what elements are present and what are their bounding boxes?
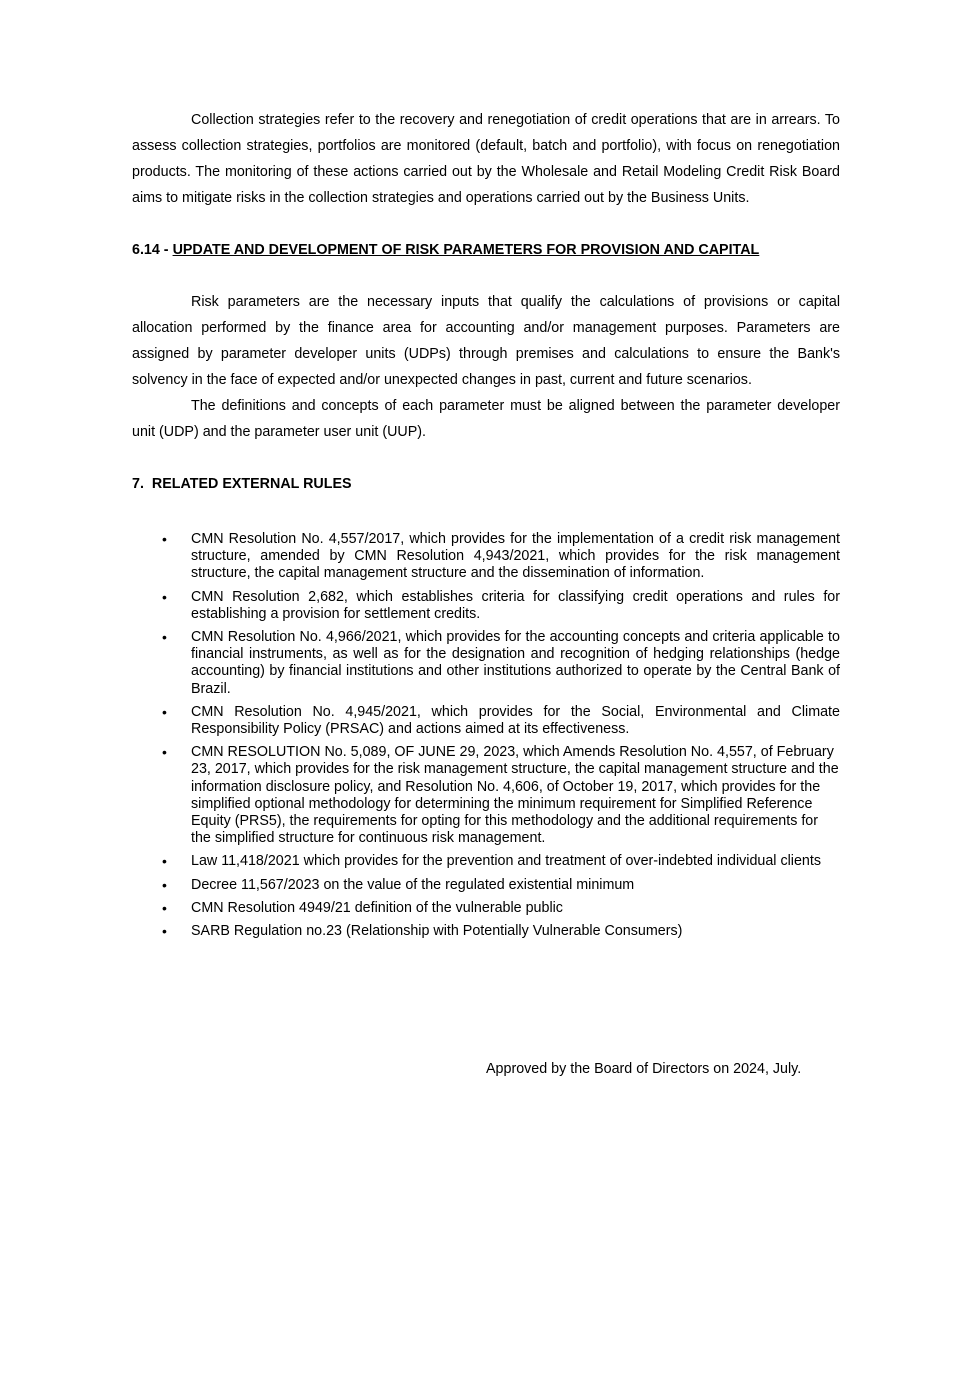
bullet-icon: •	[162, 744, 167, 761]
section-6-14-number: 6.14 -	[132, 242, 169, 258]
bullet-icon: •	[162, 899, 167, 916]
parameter-definitions-paragraph: The definitions and concepts of each parameter must be aligned between the parameter developer unit (UDP) and the parameter user unit (UUP).	[132, 398, 840, 440]
external-rules-list	[132, 531, 840, 940]
bullet-icon: •	[162, 853, 167, 870]
section-6-14-title: UPDATE AND DEVELOPMENT OF RISK PARAMETERS FOR PROVISION AND CAPITAL	[172, 242, 760, 258]
approval-statement: Approved by the Board of Directors on 2024, July.	[486, 1061, 802, 1077]
list-item-text: Law 11,418/2021 which provides for the prevention and treatment of over-indebted individual clients	[191, 853, 821, 870]
bullet-icon: •	[162, 923, 167, 940]
list-item	[132, 900, 840, 917]
list-item	[132, 923, 840, 940]
bullet-icon: •	[162, 629, 167, 646]
list-item-text: CMN Resolution No. 4,966/2021, which provides for the accounting concepts and criteria applicable to financial instruments, as well as for the designation and recognition of hedging relationships (hedge accounting) by financial institutions and other institutions authorized to operate by the Central Bank of Brazil.	[191, 629, 840, 697]
list-item	[132, 853, 840, 870]
collection-strategies-paragraph: Collection strategies refer to the recovery and renegotiation of credit operations that are in arrears. To assess collection strategies, portfolios are monitored (default, batch and portfolio), with focus on renegotiation products. The monitoring of these actions carried out by the Wholesale and Retail Modeling Credit Risk Board aims to mitigate risks in the collection strategies and operations carried out by the Business Units.	[132, 112, 840, 206]
list-item	[132, 629, 840, 698]
list-item-text: CMN Resolution No. 4,557/2017, which provides for the implementation of a credit risk management structure, amended by CMN Resolution 4,943/2021, which provides for the risk management structure, the capital management structure and the dissemination of information.	[191, 531, 840, 582]
document-page	[132, 107, 840, 946]
bullet-icon: •	[162, 703, 167, 720]
bullet-icon: •	[162, 588, 167, 605]
section-6-14-heading	[132, 237, 840, 263]
list-item	[132, 589, 840, 623]
list-item	[132, 744, 840, 847]
list-item-text: CMN Resolution No. 4,945/2021, which provides for the Social, Environmental and Climate Responsibility Policy (PRSAC) and actions aimed at its effectiveness.	[191, 703, 840, 738]
risk-parameters-paragraph: Risk parameters are the necessary inputs that qualify the calculations of provisions or capital allocation performed by the finance area for accounting and/or management purposes. Parameters are assigned by parameter developer units (UDPs) through premises and calculations to ensure the Bank's solvency in the face of expected and/or unexpected changes in past, current and future scenarios.	[132, 294, 840, 388]
list-item-text: Decree 11,567/2023 on the value of the regulated existential minimum	[191, 876, 635, 893]
bullet-icon: •	[162, 531, 167, 547]
section-7-heading	[132, 471, 840, 497]
list-item-text: CMN RESOLUTION No. 5,089, OF JUNE 29, 2023, which Amends Resolution No. 4,557, of February 23, 2017, which provides for the risk management structure, the capital management structure and the information disclosure policy, and Resolution No. 4,606, of October 19, 2017, which provides for the simplified optional methodology for determining the minimum requirement for Simplified Reference Equity (PRS5), the requirements for opting for this methodology and the additional requirements for the simplified structure for continuous risk management.	[191, 744, 839, 847]
list-item	[132, 531, 840, 583]
list-item	[132, 877, 840, 894]
section-7-number: 7.	[132, 476, 144, 492]
list-item-text: CMN Resolution 4949/21 definition of the vulnerable public	[191, 899, 563, 916]
bullet-icon: •	[162, 876, 167, 893]
section-7-title: RELATED EXTERNAL RULES	[151, 476, 352, 492]
list-item-text: SARB Regulation no.23 (Relationship with Potentially Vulnerable Consumers)	[191, 923, 683, 940]
list-item	[132, 704, 840, 738]
list-item-text: CMN Resolution 2,682, which establishes criteria for classifying credit operations and rules for establishing a provision for settlement credits.	[191, 588, 840, 622]
